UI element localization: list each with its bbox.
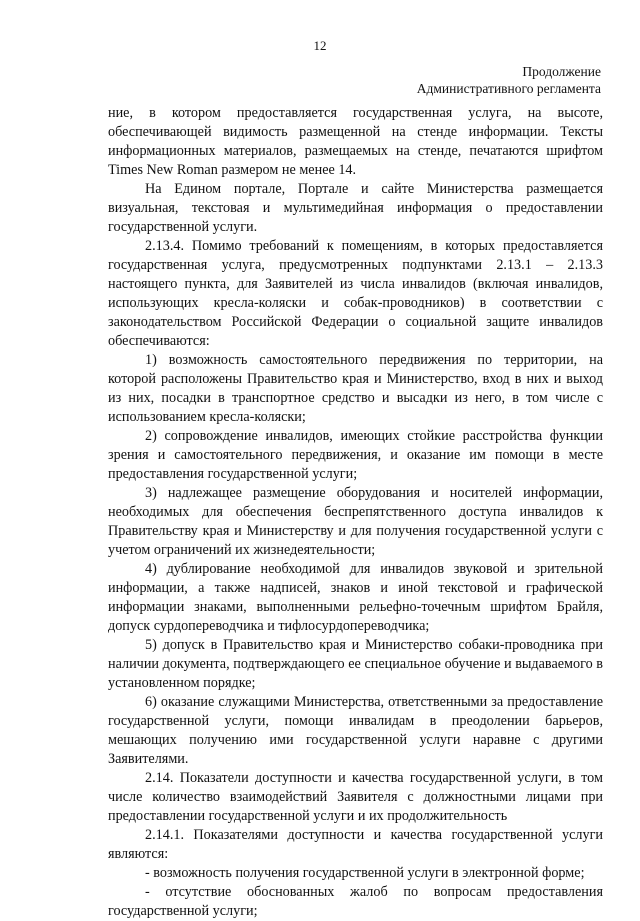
list-item-4: 4) дублирование необходимой для инвалидов звуковой и зрительной информации, а также надписей, знаков и иной текстовой и графической информации знаками, выполненными рельефно-точечным шрифтом Брайля, допуск сурдопереводчика и тифлосурдопереводчика; <box>108 561 603 634</box>
document-body <box>108 104 603 921</box>
paragraph-continued: ние, в котором предоставляется государственная услуга, на высоте, обеспечивающей видимость размещенной на стенде информации. Тексты информационных материалов, размещаемых на стенде, печатаются шрифтом Times New Roman размером не менее 14. <box>108 105 603 178</box>
continuation-label: Продолжение <box>522 64 601 79</box>
bullet-item-electronic: - возможность получения государственной услуги в электронной форме; <box>145 865 585 881</box>
paragraph-2-13-4: 2.13.4. Помимо требований к помещениям, в которых предоставляется государственная услуга, предусмотренных подпунктами 2.13.1 – 2.13.3 настоящего пункта, для Заявителей из числа инвалидов (включая инвалидов, использующих кресла-коляски и собак-проводников) в соответствии с законодательством Российской Федерации о социальной защите инвалидов обеспечиваются: <box>108 238 603 349</box>
continuation-header <box>417 63 601 97</box>
section-heading-2-14: 2.14. Показатели доступности и качества государственной услуги, в том числе количество взаимодействий Заявителя с должностными лицами при предоставлении государственной услуги и их продолжительность <box>108 770 603 824</box>
list-item-3: 3) надлежащее размещение оборудования и носителей информации, необходимых для обеспечения беспрепятственного доступа инвалидов к Правительству края и Министерству и для получения государственной услуги с учетом ограничений их жизнедеятельности; <box>108 485 603 558</box>
paragraph-2-14-1: 2.14.1. Показателями доступности и качества государственной услуги являются: <box>108 827 603 862</box>
list-item-1: 1) возможность самостоятельного передвижения по территории, на которой расположены Правительство края и Министерство, вход в них и выход из них, посадки в транспортное средство и высадки из него, в том числе с использованием кресла-коляски; <box>108 352 603 425</box>
list-item-5: 5) допуск в Правительство края и Министерство собаки-проводника при наличии документа, подтверждающего ее специальное обучение и выдаваемого в установленном порядке; <box>108 637 603 691</box>
list-item-2: 2) сопровождение инвалидов, имеющих стойкие расстройства функции зрения и самостоятельного передвижения, и оказание им помощи в месте предоставления государственной услуги; <box>108 428 603 482</box>
list-item-6: 6) оказание служащими Министерства, ответственными за предоставление государственной услуги, помощи инвалидам в преодолении барьеров, мешающих получению ими государственной услуги наравне с другими Заявителями. <box>108 694 603 767</box>
paragraph-portal-info: На Едином портале, Портале и сайте Министерства размещается визуальная, текстовая и мультимедийная информация о предоставлении государственной услуги. <box>108 181 603 235</box>
bullet-item-complaints: - отсутствие обоснованных жалоб по вопросам предоставления государственной услуги; <box>108 884 603 919</box>
page-number: 12 <box>313 38 327 53</box>
document-title: Административного регламента <box>416 81 601 96</box>
